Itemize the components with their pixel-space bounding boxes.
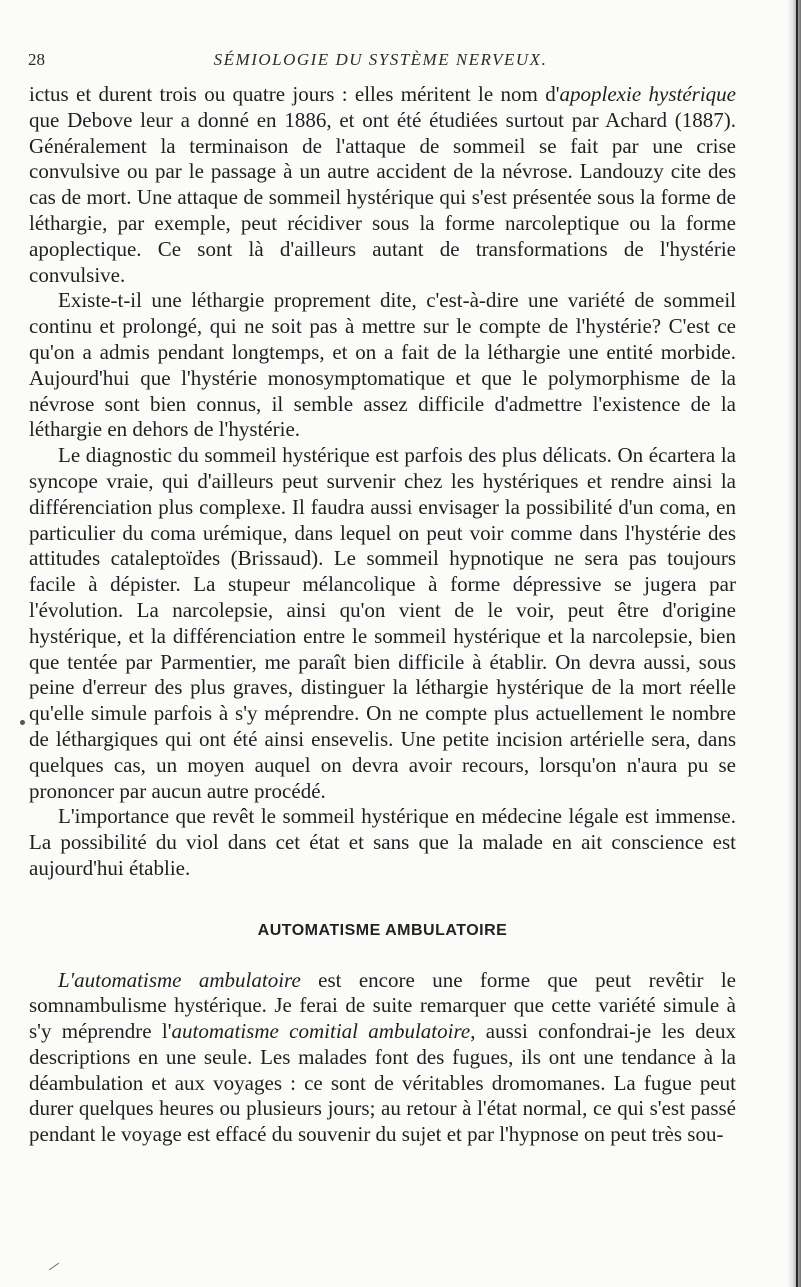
- margin-dot: [20, 720, 25, 725]
- paragraph: L'importance que revêt le sommeil hystérique en médecine légale est immense. La possibilité du viol dans cet état et sans que la malade en ait conscience est aujourd'hui établie.: [29, 804, 736, 880]
- italic-term: automatisme comitial ambulatoire: [171, 1019, 471, 1044]
- paragraph: Existe-t-il une léthargie proprement dite, c'est-à-dire une variété de sommeil continu et prolongé, qui ne soit pas à mettre sur le compte de l'hystérie? C'est ce qu'on a admis pendant longtemps, et on a fait de la léthargie une entité morbide. Aujourd'hui que l'hystérie monosymptomatique et que le polymorphisme de la névrose sont bien connus, il semble assez difficile d'admettre l'existence de la léthargie en dehors de l'hystérie.: [29, 288, 736, 442]
- page-number: 28: [28, 50, 45, 69]
- running-title: SÉMIOLOGIE DU SYSTÈME NERVEUX.: [213, 50, 548, 69]
- section-paragraph: L'automatisme ambulatoire est encore une forme que peut revêtir le somnambulisme hystérique. Je ferai de suite remarquer que cette variété simule à s'y méprendre l'automatisme comitial ambulatoire, aussi confondrai-je les deux descriptions en une seule. Les malades font des fugues, ils ont une tendance à la déambulation et aux voyages : ce sont de véritables dromomanes. La fugue peut durer quelques heures ou plusieurs jours; au retour à l'état normal, ce qui s'est passé pendant le voyage est effacé du souvenir du sujet et par l'hypnose on peut très sou-: [29, 967, 737, 1147]
- italic-term: apoplexie hystérique: [559, 82, 736, 106]
- section-heading: AUTOMATISME AMBULATOIRE: [257, 921, 508, 939]
- page-edge-line: [796, 0, 798, 1287]
- page-header: [28, 50, 733, 74]
- paragraph: Le diagnostic du sommeil hystérique est parfois des plus délicats. On écartera la syncope vraie, qui d'ailleurs peut survenir chez les hystériques et rendre ainsi la différenciation plus complexe. Il faudra aussi envisager la possibilité d'un coma, en particulier du coma urémique, dans lequel on peut voir comme dans l'hystérie des attitudes cataleptoïdes (Brissaud). Le sommeil hypnotique ne sera pas toujours facile à dépister. La stupeur mélancolique à forme dépressive se jugera par l'évolution. La narcolepsie, ainsi qu'on vient de le voir, peut être d'origine hystérique, et la différenciation entre le sommeil hystérique et la narcolepsie, bien que tentée par Parmentier, me paraît bien difficile à établir. On devra aussi, sous peine d'erreur des plus graves, distinguer la léthargie hystérique de la mort réelle qu'elle simule parfois à s'y méprendre. On ne compte plus actuellement le nombre de léthargiques qui ont été ainsi ensevelis. Une petite incision artérielle sera, dans quelques cas, un moyen auquel on devra avoir recours, lorsqu'on n'aura pu se prononcer par aucun autre procédé.: [29, 443, 736, 803]
- pencil-mark: [49, 1263, 59, 1271]
- body-text: [29, 82, 736, 1148]
- italic-term: L'automatisme ambulatoire: [58, 967, 301, 992]
- paragraph: ictus et durent trois ou quatre jours : elles méritent le nom d'apoplexie hystérique que Debove leur a donné en 1886, et ont été étudiées surtout par Achard (1887). Généralement la terminaison de l'attaque de sommeil se fait par une crise convulsive ou par le passage à un autre accident de la névrose. Landouzy cite des cas de mort. Une attaque de sommeil hystérique qui s'est présentée sous la forme de léthargie, par exemple, peut récidiver sous la forme narcoleptique ou la forme apoplectique. Ce sont là d'ailleurs autant de transformations de l'hystérie convulsive.: [29, 82, 736, 287]
- page-edge-shadow: [787, 0, 801, 1287]
